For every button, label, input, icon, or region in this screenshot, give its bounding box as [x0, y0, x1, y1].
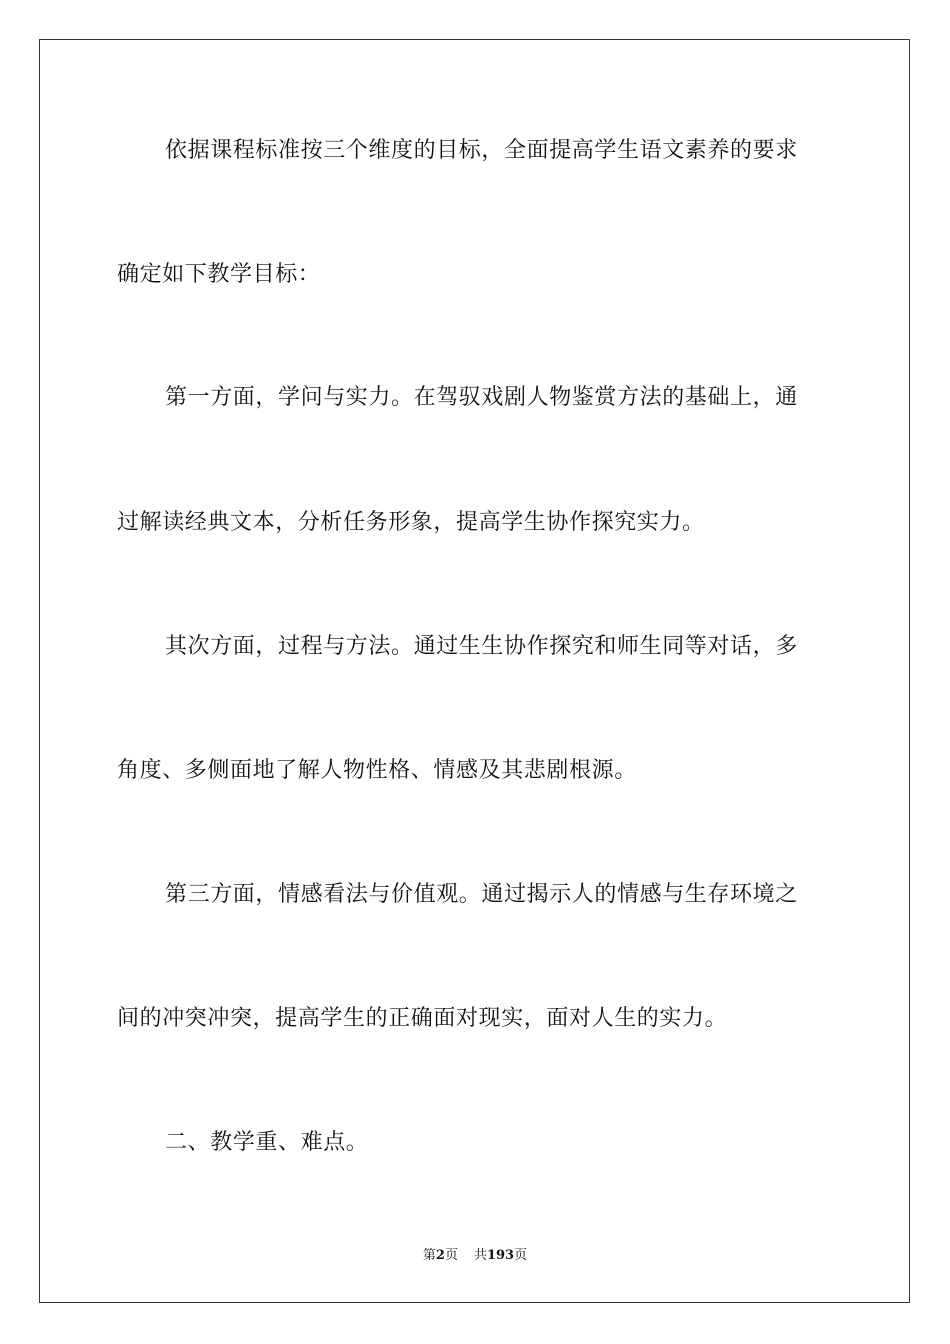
paragraph-line: 角度、多侧面地了解人物性格、情感及其悲剧根源。 [117, 758, 637, 783]
total-prefix: 共 [473, 1248, 487, 1263]
page-border [39, 39, 910, 1303]
page-prefix: 第 [422, 1248, 436, 1263]
paragraph-line: 第一方面，学问与实力。在驾驭戏剧人物鉴赏方法的基础上，通 [165, 385, 798, 410]
paragraph-line: 第三方面，情感看法与价值观。通过揭示人的情感与生存环境之 [165, 882, 798, 907]
paragraph-line: 间的冲突冲突，提高学生的正确面对现实，面对人生的实力。 [117, 1006, 728, 1031]
page-suffix: 页 [444, 1248, 458, 1263]
paragraph-line: 确定如下教学目标： [117, 262, 321, 287]
page-footer [0, 1246, 950, 1266]
total-suffix: 页 [514, 1248, 528, 1263]
paragraph-line: 依据课程标准按三个维度的目标，全面提高学生语文素养的要求 [165, 138, 798, 163]
section-heading: 二、教学重、难点。 [165, 1130, 369, 1155]
total-pages: 193 [486, 1248, 515, 1263]
paragraph-line: 其次方面，过程与方法。通过生生协作探究和师生同等对话，多 [165, 634, 798, 659]
paragraph-line: 过解读经典文本，分析任务形象，提高学生协作探究实力。 [117, 510, 705, 535]
page-number: 2 [435, 1248, 445, 1263]
